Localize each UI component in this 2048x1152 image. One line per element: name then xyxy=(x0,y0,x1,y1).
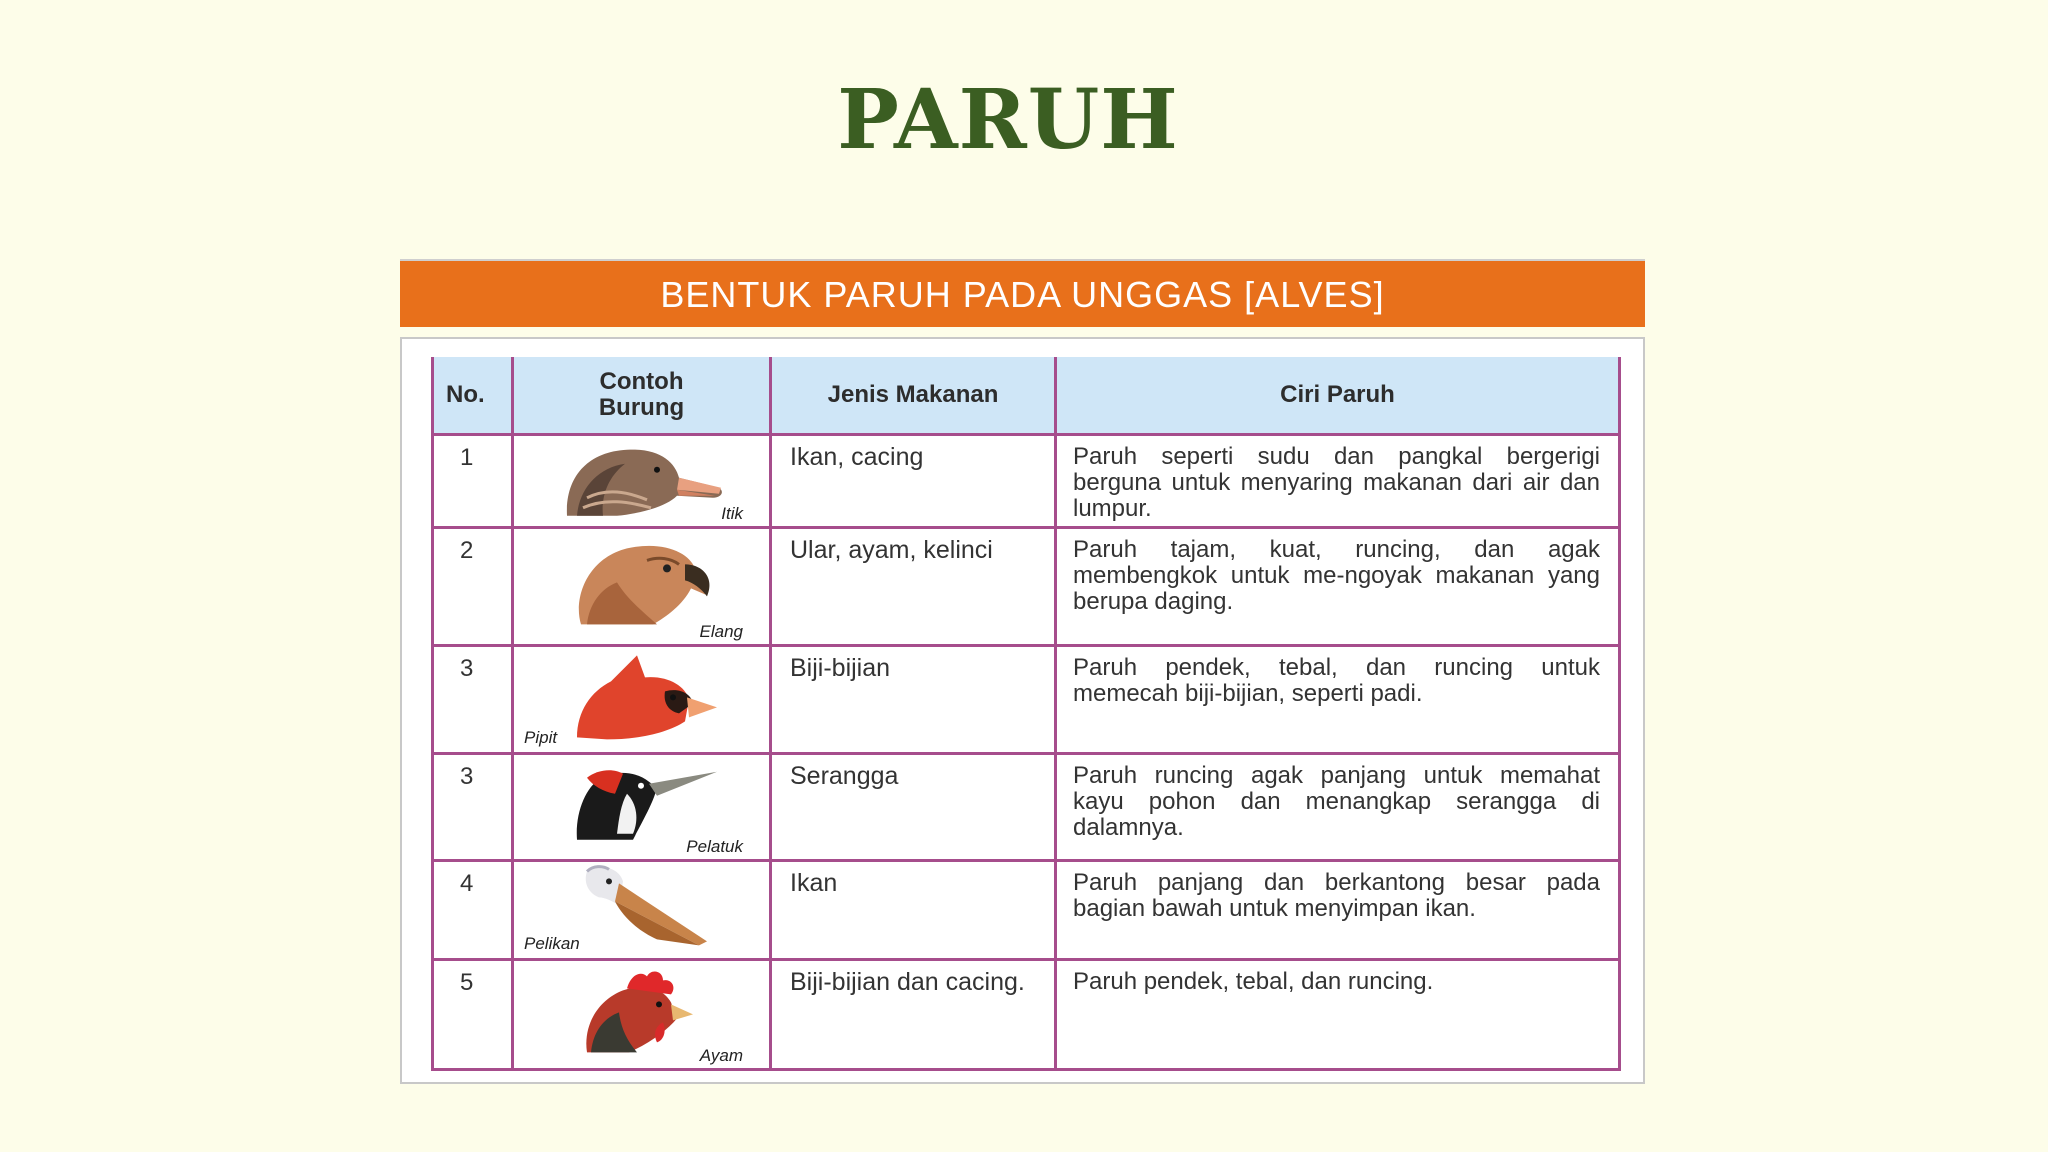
pelican-head-icon xyxy=(567,861,717,951)
chicken-head-icon xyxy=(567,966,717,1056)
beak-description: Paruh runcing agak panjang untuk memahat kayu pohon dan menangkap serangga di dalamnya. xyxy=(1056,754,1620,861)
food-cell: Biji-bijian xyxy=(771,646,1056,754)
table-header-row xyxy=(433,357,1620,435)
beak-description: Paruh panjang dan berkantong besar pada bagian bawah untuk menyimpan ikan. xyxy=(1056,861,1620,960)
bird-name: Pelatuk xyxy=(686,837,743,856)
beak-description: Paruh pendek, tebal, dan runcing. xyxy=(1056,960,1620,1070)
row-number: 2 xyxy=(433,528,513,646)
slide-title: PARUH xyxy=(837,72,1179,168)
bird-name: Itik xyxy=(721,504,743,523)
eagle-head-icon xyxy=(567,538,717,628)
woodpecker-head-icon xyxy=(557,764,727,844)
header-example xyxy=(513,357,771,435)
row-number: 1 xyxy=(433,435,513,528)
row-number: 3 xyxy=(433,646,513,754)
duck-head-icon xyxy=(547,438,737,518)
food-cell: Serangga xyxy=(771,754,1056,861)
table-row xyxy=(433,528,1620,646)
table-row xyxy=(433,861,1620,960)
bird-name: Ayam xyxy=(699,1046,743,1065)
table-row xyxy=(433,960,1620,1070)
cardinal-head-icon xyxy=(547,651,737,741)
food-cell: Ikan xyxy=(771,861,1056,960)
table-row xyxy=(433,435,1620,528)
bird-cell xyxy=(513,646,771,754)
food-cell: Biji-bijian dan cacing. xyxy=(771,960,1056,1070)
header-beak: Ciri Paruh xyxy=(1056,357,1620,435)
beak-description: Paruh pendek, tebal, dan runcing untuk memecah biji-bijian, seperti padi. xyxy=(1056,646,1620,754)
beak-table xyxy=(431,357,1621,1071)
bird-cell xyxy=(513,528,771,646)
bird-cell xyxy=(513,861,771,960)
beak-description: Paruh seperti sudu dan pangkal bergerigi berguna untuk menyaring makanan dari air dan lumpur. xyxy=(1056,435,1620,528)
table-banner: BENTUK PARUH PADA UNGGAS [ALVES] xyxy=(400,259,1645,327)
beak-description: Paruh tajam, kuat, runcing, dan agak membengkok untuk me-ngoyak makanan yang berupa daging. xyxy=(1056,528,1620,646)
bird-cell xyxy=(513,754,771,861)
food-cell: Ular, ayam, kelinci xyxy=(771,528,1056,646)
row-number: 3 xyxy=(433,754,513,861)
header-no: No. xyxy=(433,357,513,435)
bird-name: Pipit xyxy=(524,728,558,747)
row-number: 5 xyxy=(433,960,513,1070)
header-food: Jenis Makanan xyxy=(771,357,1056,435)
table-row xyxy=(433,754,1620,861)
bird-name: Elang xyxy=(699,622,743,641)
table-row xyxy=(433,646,1620,754)
bird-cell xyxy=(513,435,771,528)
food-cell: Ikan, cacing xyxy=(771,435,1056,528)
bird-name: Pelikan xyxy=(524,934,580,953)
bird-cell xyxy=(513,960,771,1070)
row-number: 4 xyxy=(433,861,513,960)
header-example-label: Contoh Burung xyxy=(598,368,685,421)
